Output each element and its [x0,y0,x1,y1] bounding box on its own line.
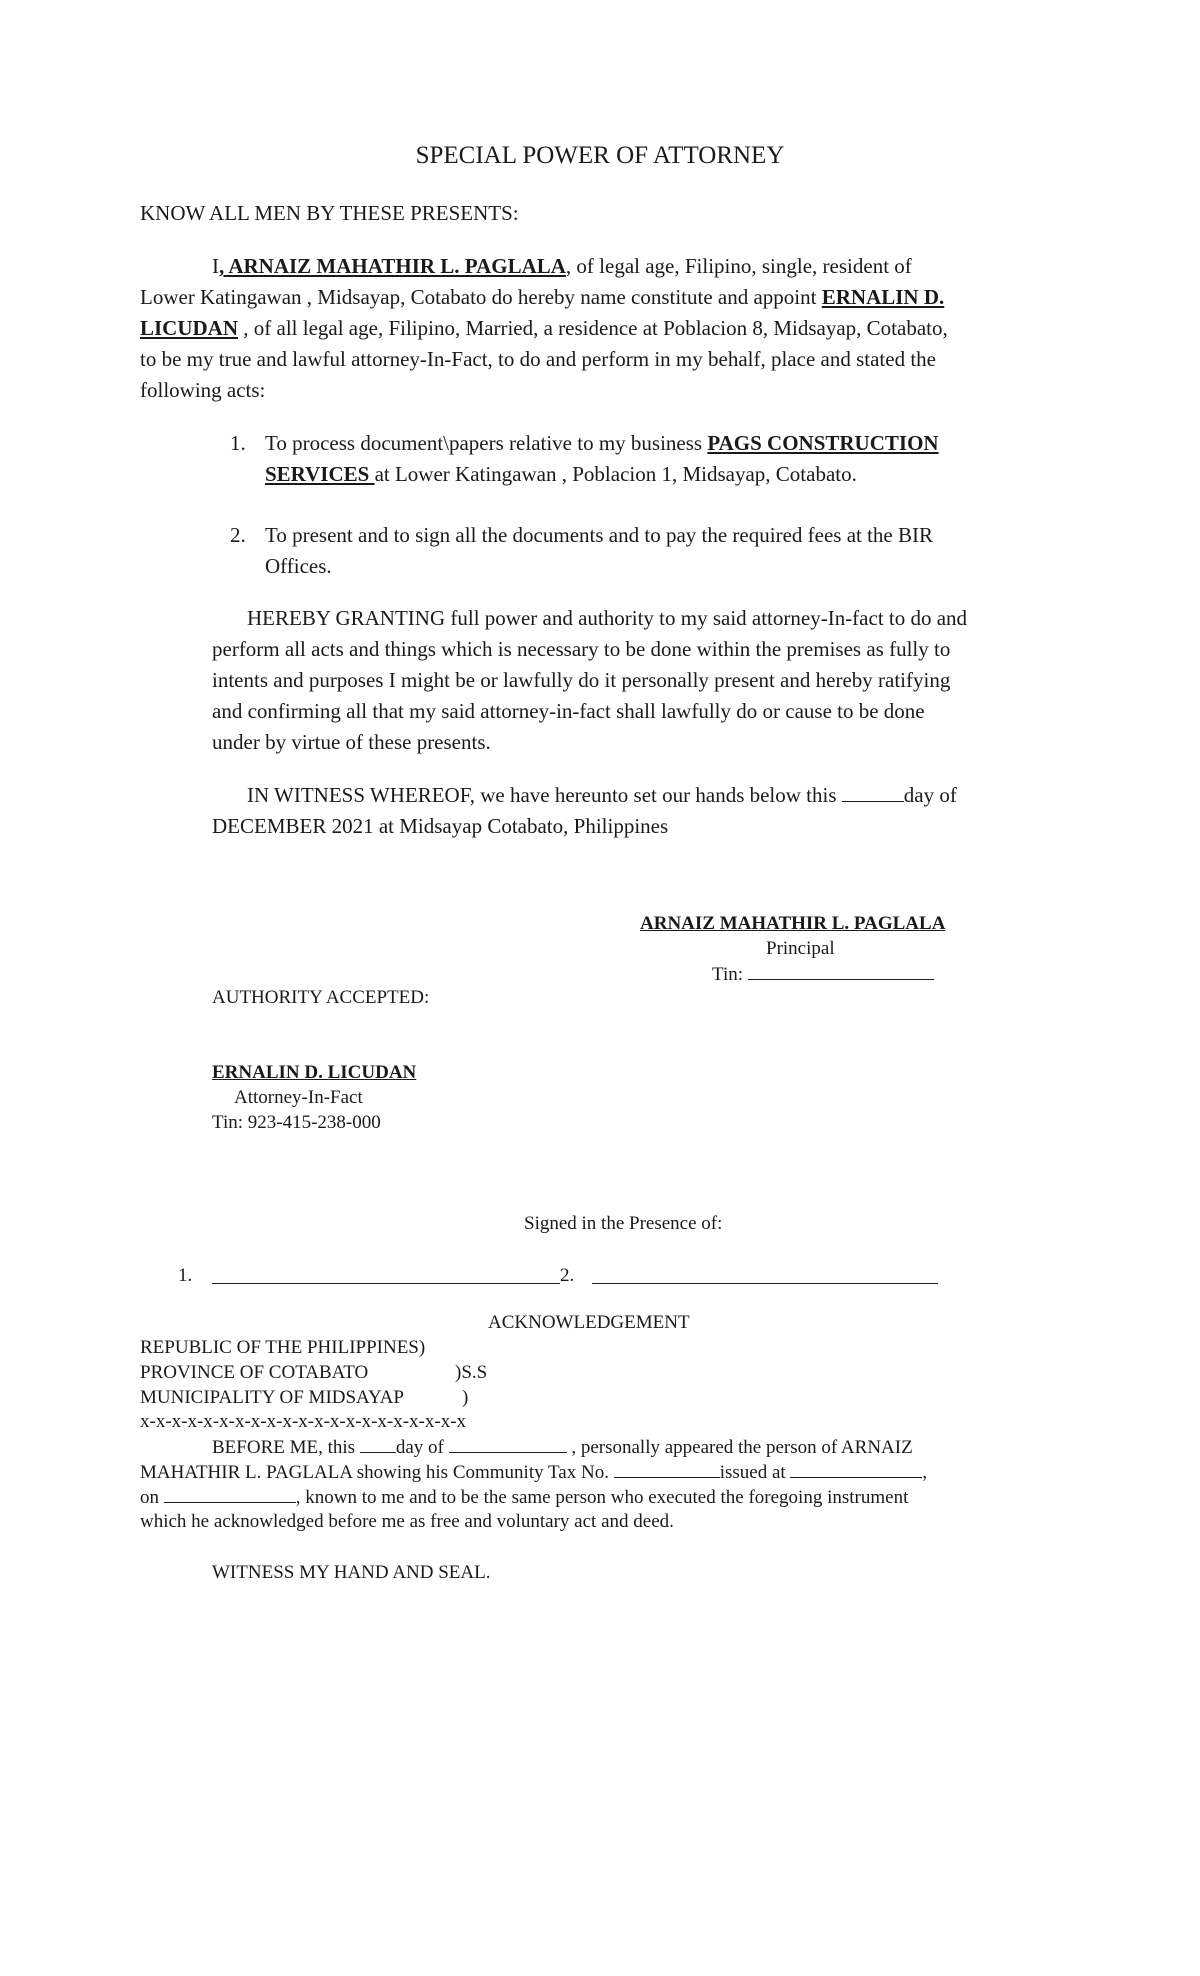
venue-republic: REPUBLIC OF THE PHILIPPINES) [140,1337,426,1358]
granting-line-5: under by virtue of these presents. [212,730,491,754]
venue-province: PROVINCE OF COTABATO [140,1362,369,1383]
day-blank[interactable] [842,783,904,802]
granting-line-3: intents and purposes I might be or lawfully do it personally present and hereby ratifying [212,668,951,692]
principal-signature-name: ARNAIZ MAHATHIR L. PAGLALA [640,913,946,934]
principal-tin-blank[interactable] [748,961,934,980]
venue-close-paren: ) [462,1387,469,1408]
ack-line-3: on , known to me and to be the same person who executed the foregoing instrument [140,1484,908,1510]
venue-municipality: MUNICIPALITY OF MIDSAYAP [140,1387,404,1408]
authority-accepted: AUTHORITY ACCEPTED: [212,987,430,1008]
intro-line-3: LICUDAN , of all legal age, Filipino, Married, a residence at Poblacion 8, Midsayap, Cotabato, [140,316,948,340]
issued-on-blank[interactable] [164,1484,296,1503]
business-name: PAGS CONSTRUCTION [707,431,939,455]
intro-line-2: Lower Katingawan , Midsayap, Cotabato do hereby name constitute and appoint ERNALIN D. [140,285,945,309]
witness-hand-seal: WITNESS MY HAND AND SEAL. [212,1562,491,1583]
intro-line-4: to be my true and lawful attorney-In-Fact, to do and perform in my behalf, place and stated the [140,347,936,371]
act-2-line-2: Offices. [265,554,332,578]
ack-month-blank[interactable] [449,1434,567,1453]
granting-line-4: and confirming all that my said attorney-in-fact shall lawfully do or cause to be done [212,699,925,723]
ack-line-1: BEFORE ME, this day of , personally appeared the person of ARNAIZ [212,1434,913,1460]
attorney-name-inline: ERNALIN D. [821,285,945,309]
principal-role: Principal [766,938,835,959]
venue-ss: )S.S [455,1362,488,1383]
witness-line-2: DECEMBER 2021 at Midsayap Cotabato, Philippines [212,814,669,838]
attorney-tin: Tin: 923-415-238-000 [212,1112,381,1133]
attorney-role: Attorney-In-Fact [234,1087,363,1108]
ack-line-2: MAHATHIR L. PAGLALA showing his Community Tax No. issued at , [140,1459,927,1485]
act-2-line-1: To present and to sign all the documents and to pay the required fees at the BIR [265,523,934,547]
act-1-line-2: SERVICES at Lower Katingawan , Poblacion 1, Midsayap, Cotabato. [265,462,857,486]
ctc-number-blank[interactable] [614,1459,720,1478]
attorney-signature-name: ERNALIN D. LICUDAN [212,1062,417,1083]
intro-line-5: following acts: [140,378,266,402]
witness-2-signature-line[interactable] [592,1283,938,1284]
act-1-line-1: To process document\papers relative to my business PAGS CONSTRUCTION [265,431,939,455]
ack-line-4: which he acknowledged before me as free and voluntary act and deed. [140,1511,674,1532]
granting-line-2: perform all acts and things which is necessary to be done within the premises as fully to [212,637,951,661]
act-1-number: 1. [230,431,246,455]
intro-line-1: I, ARNAIZ MAHATHIR L. PAGLALA, of legal age, Filipino, single, resident of [212,254,912,278]
salutation: KNOW ALL MEN BY THESE PRESENTS: [140,201,519,225]
act-2-number: 2. [230,523,246,547]
witness-line-1: IN WITNESS WHEREOF, we have hereunto set our hands below this day of [247,783,957,807]
issued-at-blank[interactable] [790,1459,922,1478]
acknowledgement-heading: ACKNOWLEDGEMENT [488,1312,690,1333]
document-title: SPECIAL POWER OF ATTORNEY [415,142,785,169]
separator-line: x-x-x-x-x-x-x-x-x-x-x-x-x-x-x-x-x-x-x-x-x [140,1411,467,1432]
witness-1-signature-line[interactable] [212,1283,560,1284]
signed-presence-label: Signed in the Presence of: [524,1213,723,1234]
attorney-surname-inline: LICUDAN [140,316,239,340]
principal-name-inline: , ARNAIZ MAHATHIR L. PAGLALA [219,254,566,278]
principal-tin: Tin: [712,961,934,987]
witness-1-number: 1. [178,1265,193,1286]
granting-line-1: HEREBY GRANTING full power and authority to my said attorney-In-fact to do and [247,606,968,630]
witness-2-number: 2. [560,1265,575,1286]
ack-day-blank[interactable] [360,1434,396,1453]
